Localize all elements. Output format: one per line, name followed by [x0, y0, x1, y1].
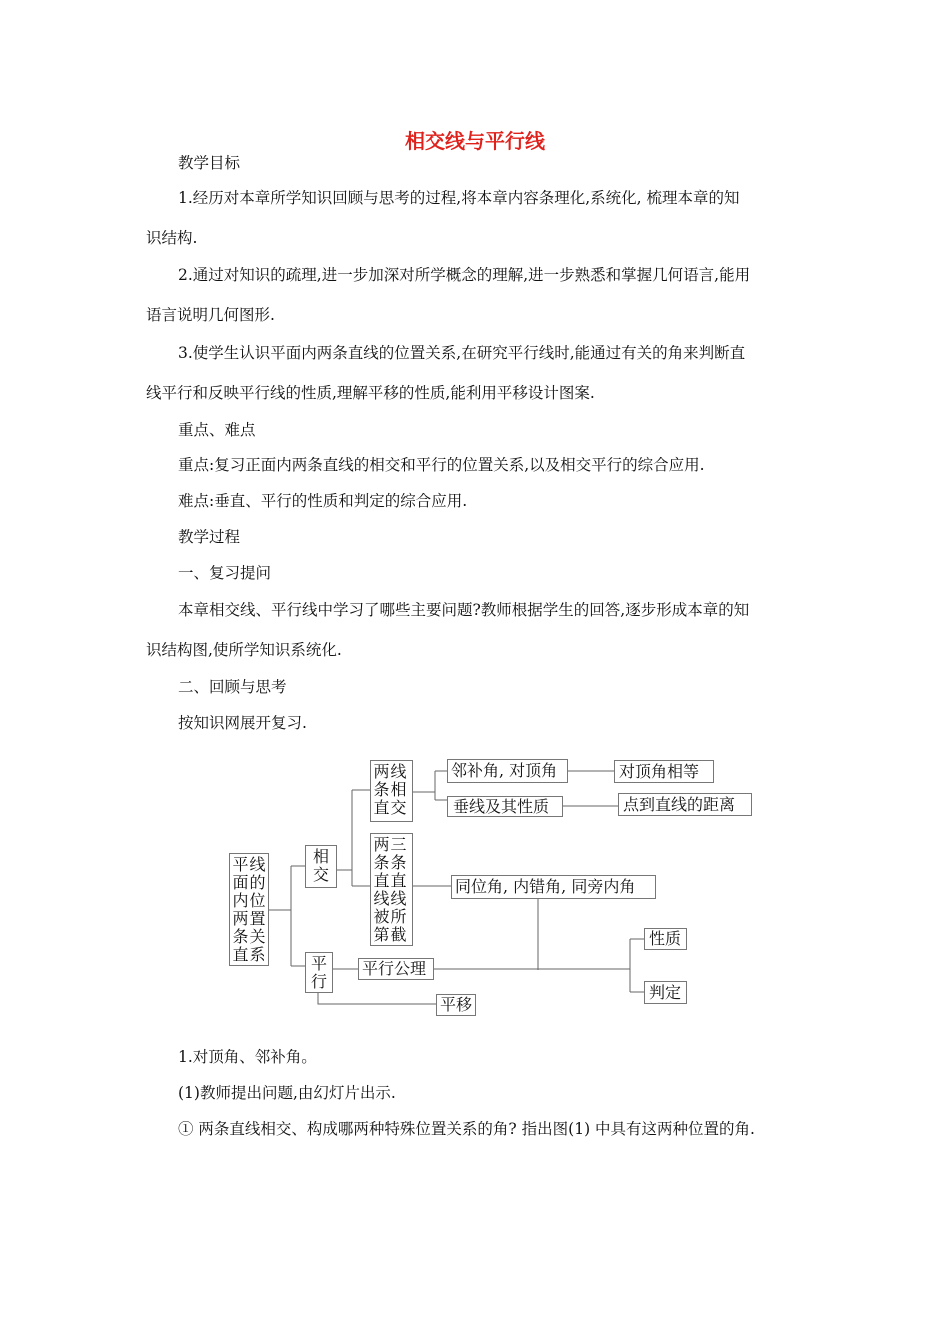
two-lines-char: 相	[390, 780, 407, 799]
part-2-text: 按知识网展开复习.	[178, 714, 307, 732]
three-lines-char: 条	[373, 853, 390, 872]
goal-1-line-1: 1.经历对本章所学知识回顾与思考的过程,将本章内容条理化,系统化, 梳理本章的知	[178, 189, 740, 207]
two-lines-char: 交	[390, 798, 407, 817]
item-1: 1.对顶角、邻补角。	[178, 1048, 317, 1066]
part-1-heading: 一、复习提问	[178, 564, 272, 582]
three-lines-char: 被	[373, 907, 390, 926]
translation-box: 平移	[436, 994, 476, 1016]
difficult-point: 难点:垂直、平行的性质和判定的综合应用.	[178, 492, 468, 510]
root-char: 条	[232, 927, 249, 946]
adjacent-vertical-angles-box: 邻补角, 对顶角	[447, 759, 568, 783]
root-char: 面	[232, 873, 249, 892]
parallel-char: 平	[310, 954, 327, 973]
parallel-axiom-box: 平行公理	[358, 958, 434, 980]
three-lines-char: 第	[373, 925, 390, 944]
goal-3-line-1: 3.使学生认识平面内两条直线的位置关系,在研究平行线时,能通过有关的角来判断直	[178, 344, 746, 362]
document-title: 相交线与平行线	[405, 129, 545, 153]
three-lines-char: 直	[390, 871, 407, 890]
intersect-box	[305, 845, 337, 888]
key-heading: 重点、难点	[178, 421, 256, 439]
goals-heading: 教学目标	[178, 154, 241, 172]
goal-3-line-2: 线平行和反映平行线的性质,理解平移的性质,能利用平移设计图案.	[146, 384, 595, 402]
goal-2-line-2: 语言说明几何图形.	[146, 306, 275, 324]
parallel-box	[305, 952, 333, 993]
root-char: 置	[249, 909, 266, 928]
judgement-box: 判定	[644, 981, 687, 1004]
three-lines-char: 线	[390, 889, 407, 908]
goal-2-line-1: 2.通过对知识的疏理,进一步加深对所学概念的理解,进一步熟悉和掌握几何语言,能用	[178, 266, 751, 284]
two-lines-char: 直	[373, 798, 390, 817]
item-1-question: ① 两条直线相交、构成哪两种特殊位置关系的角? 指出图(1) 中具有这两种位置的角.	[178, 1120, 755, 1138]
part-2-heading: 二、回顾与思考	[178, 678, 287, 696]
three-lines-char: 直	[373, 871, 390, 890]
properties-box: 性质	[644, 928, 687, 950]
root-char: 平	[232, 855, 249, 874]
goal-1-line-2: 识结构.	[146, 229, 198, 247]
to-translation-line	[318, 992, 436, 1004]
perpendicular-box: 垂线及其性质	[447, 796, 563, 817]
three-lines-char: 截	[390, 925, 407, 944]
properties-judgement-connector	[630, 939, 644, 992]
angle-types-box: 同位角, 内错角, 同旁内角	[451, 875, 656, 899]
intersect-connector	[337, 790, 370, 886]
point-line-distance-box: 点到直线的距离	[618, 793, 752, 816]
root-char: 的	[249, 873, 266, 892]
root-char: 内	[232, 891, 249, 910]
root-char: 位	[249, 891, 266, 910]
parallel-char: 行	[310, 972, 327, 991]
three-lines-char: 所	[390, 907, 407, 926]
three-lines-char: 两	[373, 835, 390, 854]
key-point: 重点:复习正面内两条直线的相交和平行的位置关系,以及相交平行的综合应用.	[178, 456, 705, 474]
two-lines-char: 条	[373, 780, 390, 799]
vertical-angles-equal-box: 对顶角相等	[614, 760, 714, 783]
two-lines-char: 两	[373, 762, 390, 781]
root-box	[229, 853, 269, 966]
process-heading: 教学过程	[178, 528, 241, 546]
item-1-sub: (1)教师提出问题,由幻灯片出示.	[178, 1084, 396, 1102]
two-lines-char: 线	[390, 762, 407, 781]
root-char: 直	[232, 945, 249, 964]
root-connector	[268, 866, 305, 966]
two-lines-box	[370, 760, 413, 822]
intersect-char: 相	[312, 847, 329, 866]
root-char: 两	[232, 909, 249, 928]
three-lines-box	[370, 833, 413, 946]
part-1-line-2: 识结构图,使所学知识系统化.	[146, 641, 342, 659]
root-char: 线	[249, 855, 266, 874]
three-lines-char: 三	[390, 835, 407, 854]
intersect-char: 交	[312, 865, 329, 884]
two-lines-connector	[413, 771, 447, 800]
three-lines-char: 线	[373, 889, 390, 908]
part-1-line-1: 本章相交线、平行线中学习了哪些主要问题?教师根据学生的回答,逐步形成本章的知	[178, 601, 750, 619]
root-char: 关	[249, 927, 266, 946]
three-lines-char: 条	[390, 853, 407, 872]
root-char: 系	[249, 945, 266, 964]
